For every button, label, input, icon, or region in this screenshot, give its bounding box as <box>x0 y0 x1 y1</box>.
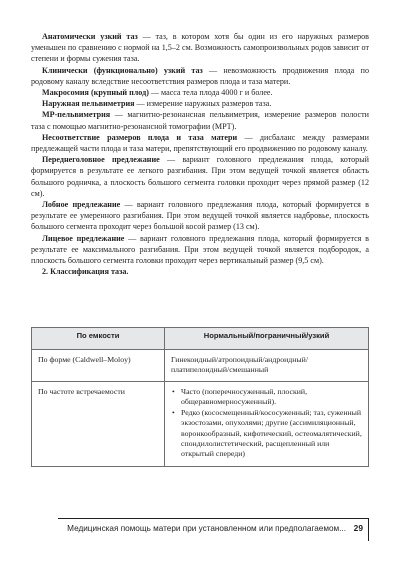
definition-paragraph <box>31 109 369 131</box>
definition: — вариант головного предлежания плода, который формируется в результате ее легкого разгибания. При этом ведущей точкой является область большого родничка, а плоскость большого сегмента головки проходит через прямой размер (12 см). <box>31 155 370 198</box>
definition: — вариант головного предлежания плода, который формируется в результате ее максимального разгибания. При этом ведущей точкой является подбородок, а плоскость большого сегмента головки проходит через вертикальный размер (9,5 см). <box>31 233 369 266</box>
row-value <box>165 381 369 466</box>
definition: — вариант головного предлежания плода, который формируется в результате ее умеренного разгибания. При этом ведущей точкой является надбровье, плоскость большого сегмента проходит через большой косой размер (13 см). <box>31 200 369 232</box>
definition-paragraph <box>31 154 369 199</box>
bullet-list <box>171 387 362 460</box>
table-row <box>32 350 369 382</box>
definition: — невозможность продвижения плода по родовому каналу вследствие несоответствия размеров плода и таза матери. <box>31 65 369 86</box>
section-heading: 2. Классификация таза. <box>42 267 129 277</box>
definition-paragraph <box>31 87 369 98</box>
page-number: 29 <box>353 523 363 533</box>
term: Клинически (функционально) узкий таз <box>42 65 203 75</box>
page-footer <box>58 518 369 541</box>
list-item: • Часто (поперечносуженный, плоский, общеравномерносуженный). <box>181 387 362 408</box>
definition: — таз, в котором хотя бы один из его наружных размеров уменьшен по сравнению с нормой на 1,5–2 см. Возможность самопроизвольных родов зависит от степени и формы сужения таза. <box>31 32 369 64</box>
table-header-row <box>32 328 369 350</box>
classification-table <box>31 327 369 467</box>
term: МР-пельвиметрия <box>42 110 111 120</box>
term: Лобное предлежание <box>42 200 121 210</box>
definition-paragraph <box>31 199 369 233</box>
definition: — масса тела плода 4000 г и более. <box>148 88 273 98</box>
definition: — измерение наружных размеров таза. <box>134 99 272 109</box>
term: Переднеголовное предлежание <box>42 155 160 165</box>
definition-paragraph <box>31 98 369 109</box>
term: Лицевое предлежание <box>42 233 125 243</box>
definition-paragraph <box>31 132 369 154</box>
definition-paragraph <box>31 65 369 87</box>
definition-paragraph <box>31 31 369 65</box>
column-header: По емкости <box>32 328 165 350</box>
row-value: Гинекоидный/атропоидный/андроидный/платипелоидный/смешанный <box>165 350 369 382</box>
term: Анатомически узкий таз <box>42 32 138 41</box>
body-text <box>31 31 369 277</box>
term: Несоответствие размеров плода и таза матери <box>42 132 238 142</box>
table-row <box>32 381 369 466</box>
running-title: Медицинская помощь матери при установленном или предполагаемом... <box>67 524 346 533</box>
definition: — дисбаланс между размерами предлежащей части плода и таза матери, препятствующий его продвижению по родовому каналу. <box>31 132 369 154</box>
row-label: По форме (Caldwell–Moloy) <box>32 350 165 382</box>
term: Наружная пельвиметрия <box>42 99 135 109</box>
column-header: Нормальный/пограничный/узкий <box>165 328 369 350</box>
definition: — магнитно-резонансная пельвиметрия, измерение размеров полости таза с помощью магнитно-резонансной томографии (МРТ). <box>31 110 369 131</box>
row-label: По частоте встречаемости <box>32 381 165 466</box>
definition-paragraph <box>31 233 369 267</box>
term: Макросомия (крупный плод) <box>42 88 149 98</box>
list-item: • Редко (кососмещенный/кососуженный; таз, суженный экзостозами, опухолями; другие (ассимиляционный, воронкообразный, кифотический, остеомалятический, спондилолистетический, расщепленный или открытый спереди) <box>181 408 362 459</box>
